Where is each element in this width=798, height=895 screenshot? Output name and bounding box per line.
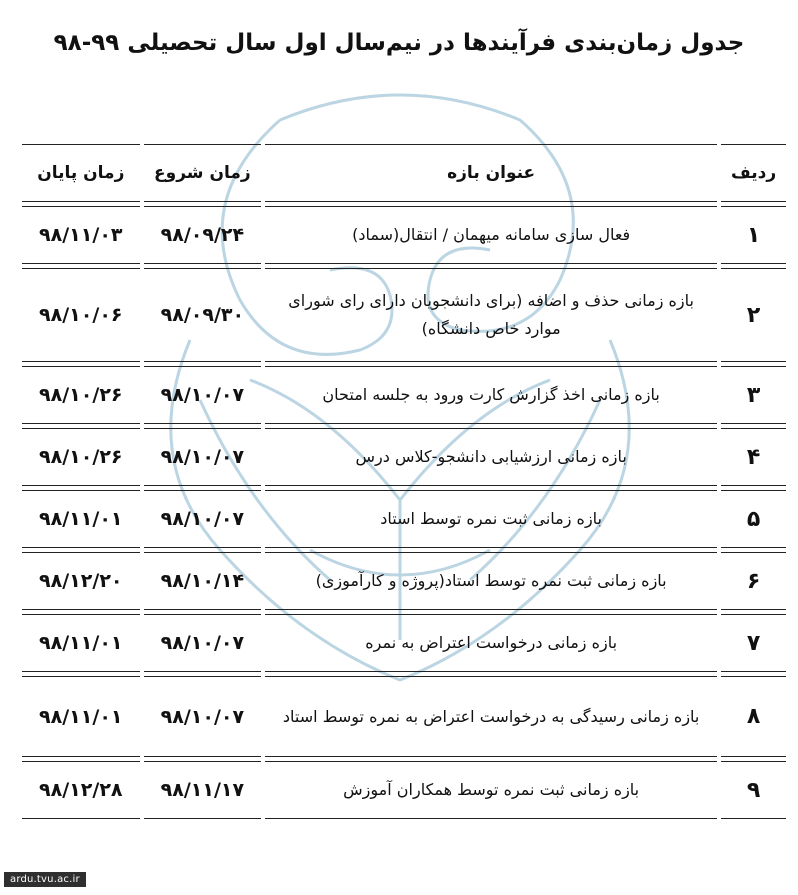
site-url-badge[interactable]: ardu.tvu.ac.ir: [4, 872, 86, 887]
row-number: ۲: [721, 268, 786, 362]
header-end-time: زمان پایان: [22, 144, 140, 202]
start-date: ۹۸/۱۰/۰۷: [144, 428, 262, 486]
header-start-time: زمان شروع: [144, 144, 262, 202]
period-title: بازه زمانی حذف و اضافه (برای دانشجویان دارای رای شورای موارد خاص دانشگاه): [265, 268, 717, 362]
row-number: ۵: [721, 490, 786, 548]
end-date: ۹۸/۱۱/۰۱: [22, 614, 140, 672]
table-row: [22, 490, 786, 548]
start-date: ۹۸/۰۹/۳۰: [144, 268, 262, 362]
start-date: ۹۸/۱۰/۰۷: [144, 676, 262, 757]
row-number: ۱: [721, 206, 786, 264]
row-number: ۹: [721, 761, 786, 819]
period-title: بازه زمانی ارزشیابی دانشجو-کلاس درس: [265, 428, 717, 486]
end-date: ۹۸/۱۲/۲۰: [22, 552, 140, 610]
start-date: ۹۸/۱۱/۱۷: [144, 761, 262, 819]
row-number: ۶: [721, 552, 786, 610]
header-period-title: عنوان بازه: [265, 144, 717, 202]
period-title: بازه زمانی درخواست اعتراض به نمره: [265, 614, 717, 672]
table-row: [22, 614, 786, 672]
period-title: بازه زمانی ثبت نمره توسط استاد(پروژه و کارآموزی): [265, 552, 717, 610]
end-date: ۹۸/۱۱/۰۳: [22, 206, 140, 264]
period-title: فعال سازی سامانه میهمان / انتقال(سماد): [265, 206, 717, 264]
schedule-table: [18, 140, 790, 823]
end-date: ۹۸/۱۰/۰۶: [22, 268, 140, 362]
end-date: ۹۸/۱۰/۲۶: [22, 366, 140, 424]
row-number: ۸: [721, 676, 786, 757]
table-row: [22, 552, 786, 610]
row-number: ۷: [721, 614, 786, 672]
table-row: [22, 761, 786, 819]
table-row: [22, 428, 786, 486]
start-date: ۹۸/۱۰/۱۴: [144, 552, 262, 610]
start-date: ۹۸/۰۹/۲۴: [144, 206, 262, 264]
table-row: [22, 366, 786, 424]
table-row: [22, 268, 786, 362]
period-title: بازه زمانی رسیدگی به درخواست اعتراض به نمره توسط استاد: [265, 676, 717, 757]
table-header-row: [22, 144, 786, 202]
table-row: [22, 206, 786, 264]
end-date: ۹۸/۱۱/۰۱: [22, 490, 140, 548]
period-title: بازه زمانی ثبت نمره توسط همکاران آموزش: [265, 761, 717, 819]
table-row: [22, 676, 786, 757]
period-title: بازه زمانی اخذ گزارش کارت ورود به جلسه امتحان: [265, 366, 717, 424]
row-number: ۴: [721, 428, 786, 486]
row-number: ۳: [721, 366, 786, 424]
start-date: ۹۸/۱۰/۰۷: [144, 614, 262, 672]
start-date: ۹۸/۱۰/۰۷: [144, 366, 262, 424]
end-date: ۹۸/۱۱/۰۱: [22, 676, 140, 757]
end-date: ۹۸/۱۲/۲۸: [22, 761, 140, 819]
start-date: ۹۸/۱۰/۰۷: [144, 490, 262, 548]
page-title: جدول زمان‌بندی فرآیندها در نیم‌سال اول سال تحصیلی ۹۹-۹۸: [53, 30, 745, 56]
header-row-number: ردیف: [721, 144, 786, 202]
period-title: بازه زمانی ثبت نمره توسط استاد: [265, 490, 717, 548]
end-date: ۹۸/۱۰/۲۶: [22, 428, 140, 486]
